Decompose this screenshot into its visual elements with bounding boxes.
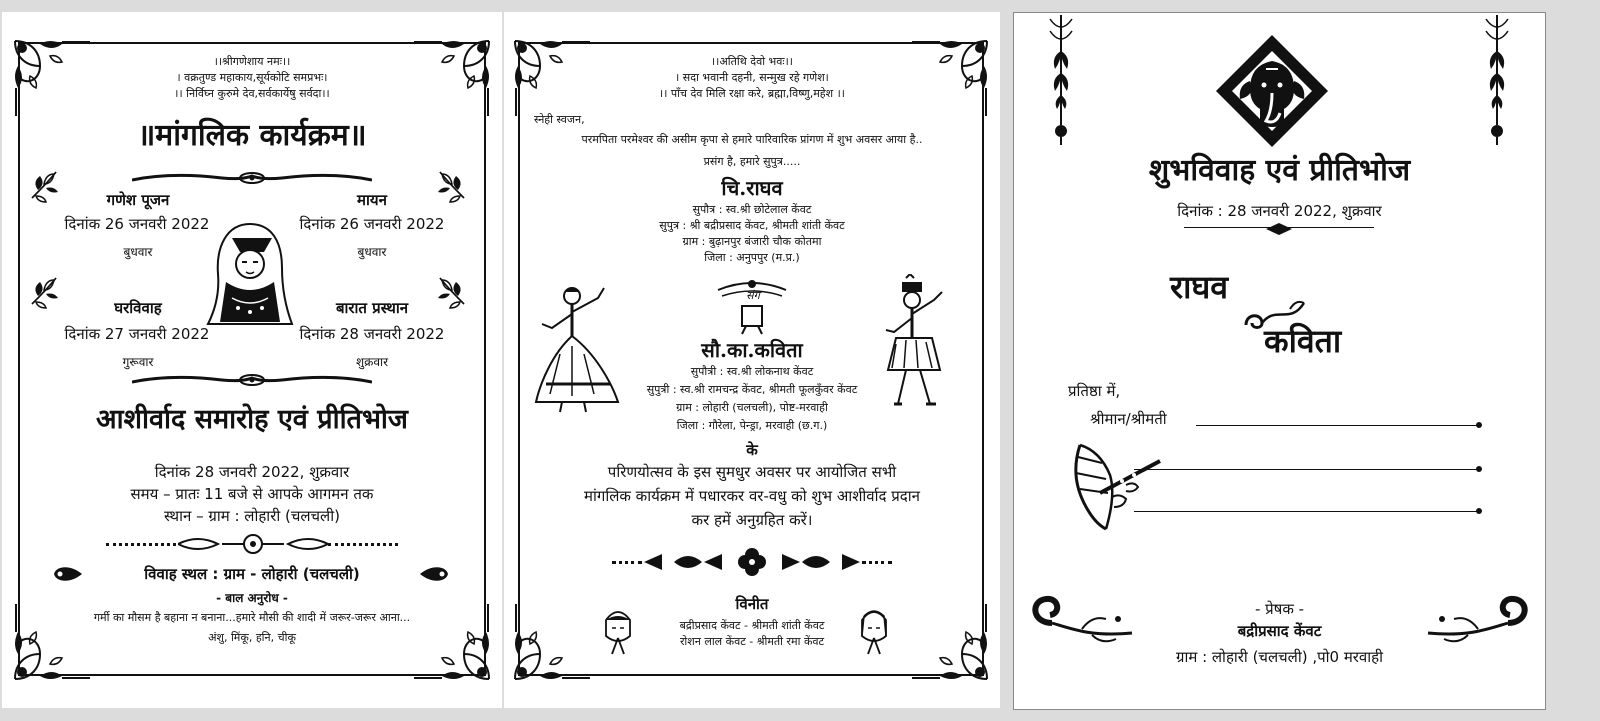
bell-hanging-icon bbox=[1482, 15, 1512, 149]
divider-ornament bbox=[132, 374, 372, 390]
prasang-text: प्रसंग है, हमारे सुपुत्र..... bbox=[703, 155, 801, 168]
event-day: बुधवार bbox=[123, 245, 153, 259]
event-name: मायन bbox=[357, 191, 387, 209]
salutation-label: श्रीमान/श्रीमती bbox=[1090, 410, 1167, 428]
address-line[interactable] bbox=[1196, 425, 1478, 426]
invite-line: परिणयोत्सव के इस सुमधुर अवसर पर आयोजित सभी bbox=[607, 463, 897, 481]
dotted-divider bbox=[106, 543, 176, 546]
dotted-divider bbox=[328, 543, 398, 546]
divider-ornament bbox=[132, 172, 372, 188]
mantra-line: ।। निर्विघ्न कुरुमे देव,सर्वकार्येषु सर्वदा।। bbox=[174, 87, 330, 100]
namaste-icon bbox=[856, 606, 892, 660]
namaste-icon bbox=[600, 606, 636, 660]
event-date: दिनांक 27 जनवरी 2022 bbox=[64, 325, 210, 343]
sender-label: - प्रेषक - bbox=[1254, 600, 1305, 618]
event-date: दिनांक 26 जनवरी 2022 bbox=[299, 215, 445, 233]
kids-names: अंशु, मिंकू, हनि, चीकू bbox=[208, 631, 296, 644]
divider-ornament bbox=[1266, 221, 1292, 240]
groom-detail: सुपौत्र : स्व.श्री छोटेलाल केंवट bbox=[692, 203, 812, 216]
divider-ornament bbox=[178, 532, 328, 556]
bride-detail: सुपौत्री : स्व.श्री लोकनाथ केंवट bbox=[690, 365, 814, 378]
venue-text: विवाह स्थल : ग्राम - लोहारी (चलचली) bbox=[144, 565, 360, 583]
event-date: दिनांक 28 जनवरी 2022 bbox=[299, 325, 445, 343]
event-name: बारात प्रस्थान bbox=[335, 299, 409, 317]
event-day: शुक्रवार bbox=[355, 355, 389, 369]
event-name: घरविवाह bbox=[114, 299, 162, 317]
line-end-dot bbox=[1476, 508, 1482, 514]
sender-name: बद्रीप्रसाद केंवट bbox=[1237, 622, 1322, 640]
to-label: प्रतिष्ठा में, bbox=[1068, 382, 1121, 400]
divider-ornament bbox=[644, 546, 860, 578]
mantra-line: ।।श्रीगणेशाय नमः।। bbox=[213, 55, 291, 68]
dotted-divider bbox=[862, 561, 892, 564]
reception-date: दिनांक 28 जनवरी 2022, शुक्रवार bbox=[154, 463, 350, 481]
address-line[interactable] bbox=[1134, 511, 1478, 512]
invite-line: कर हमें अनुग्रहित करें। bbox=[691, 511, 813, 529]
dotted-divider bbox=[612, 561, 642, 564]
mantra-line: ।।अतिथि देवो भवः।। bbox=[711, 55, 793, 68]
event-date: दिनांक 26 जनवरी 2022 bbox=[64, 215, 210, 233]
invitation-card bbox=[504, 12, 1000, 708]
groom-name-large: राघव bbox=[1170, 268, 1229, 306]
ganesha-icon bbox=[1212, 31, 1332, 155]
sender-address: ग्राम : लोहारी (चलचली) ,पो0 मरवाही bbox=[1175, 648, 1383, 666]
groom-name: चि.राघव bbox=[721, 176, 783, 200]
bride-detail: ग्राम : लोहारी (चलचली), पोष्ट-मरवाही bbox=[676, 401, 828, 414]
reception-time: समय – प्रातः 11 बजे से आपके आगमन तक bbox=[130, 485, 374, 503]
sender-line: बद्रीप्रसाद केंवट - श्रीमती शांती केंवट bbox=[679, 619, 825, 632]
reception-place: स्थान – ग्राम : लोहारी (चलचली) bbox=[164, 507, 340, 525]
event-name: गणेश पूजन bbox=[106, 191, 170, 209]
bride-name: सौ.का.कविता bbox=[701, 338, 803, 362]
ke-text: के bbox=[746, 441, 758, 459]
flute-icon bbox=[1072, 437, 1162, 537]
bride-detail: जिला : गौरेला, पेन्ड्रा, मरवाही (छ.ग.) bbox=[676, 419, 828, 432]
groom-detail: ग्राम : बुढ़ानपुर बंजारी चौक कोतमा bbox=[682, 235, 822, 248]
event-day: बुधवार bbox=[357, 245, 387, 259]
intro-text: परमपिता परमेश्वर की असीम कृपा से हमारे पारिवारिक प्रांगण में शुभ अवसर आया है.. bbox=[581, 133, 923, 146]
kids-request-text: गर्मी का मौसम है बहाना न बनाना...हमारे मौसी की शादी में जरूर-जरूर आना... bbox=[93, 611, 411, 624]
bride-name-large: कविता bbox=[1264, 322, 1342, 360]
bride-detail: सुपुत्री : स्व.श्री रामचन्द्र केंवट, श्रीमती फूलकुँवर केंवट bbox=[646, 383, 858, 396]
greeting-text: स्नेही स्वजन, bbox=[534, 113, 585, 126]
card-date: दिनांक : 28 जनवरी 2022, शुक्रवार bbox=[1177, 202, 1382, 220]
sang-text: संग bbox=[746, 289, 760, 302]
mangal-kalash-icon bbox=[714, 270, 790, 336]
address-line[interactable] bbox=[1134, 469, 1478, 470]
ceremonies-heading: ॥मांगलिक कार्यक्रम॥ bbox=[137, 118, 367, 153]
line-end-dot bbox=[1476, 466, 1482, 472]
event-day: गुरूवार bbox=[122, 355, 154, 369]
card-title: शुभविवाह एवं प्रीतिभोज bbox=[1148, 153, 1411, 188]
reception-title: आशीर्वाद समारोह एवं प्रीतिभोज bbox=[96, 404, 408, 435]
sender-line: रोशन लाल केंवट - श्रीमती रमा केंवट bbox=[679, 635, 825, 648]
line-end-dot bbox=[1476, 422, 1482, 428]
mantra-line: ।। पाँच देव मिलि रक्षा करे, ब्रह्मा,विष्णु,महेश ।। bbox=[659, 87, 845, 100]
invite-line: मांगलिक कार्यक्रम में पधारकर वर-वधु को शुभ आशीर्वाद प्रदान bbox=[584, 487, 920, 505]
vinit-label: विनीत bbox=[735, 595, 769, 613]
ceremonies-card bbox=[2, 12, 502, 708]
kids-request-title: - बाल अनुरोध - bbox=[216, 591, 288, 605]
swirl-icon bbox=[418, 564, 452, 588]
groom-detail: जिला : अनुपपुर (म.प्र.) bbox=[704, 251, 800, 264]
bell-hanging-icon bbox=[1046, 15, 1076, 149]
envelope-card bbox=[1013, 12, 1546, 710]
mantra-line: । वक्रतुण्ड महाकाय,सूर्यकोटि समप्रभः। bbox=[176, 71, 328, 84]
mantra-line: । सदा भवानी दहनी, सन्मुख रहे गणेश। bbox=[675, 71, 829, 84]
groom-detail: सुपुत्र : श्री बद्रीप्रसाद केंवट, श्रीमती शांती केंवट bbox=[659, 219, 845, 232]
